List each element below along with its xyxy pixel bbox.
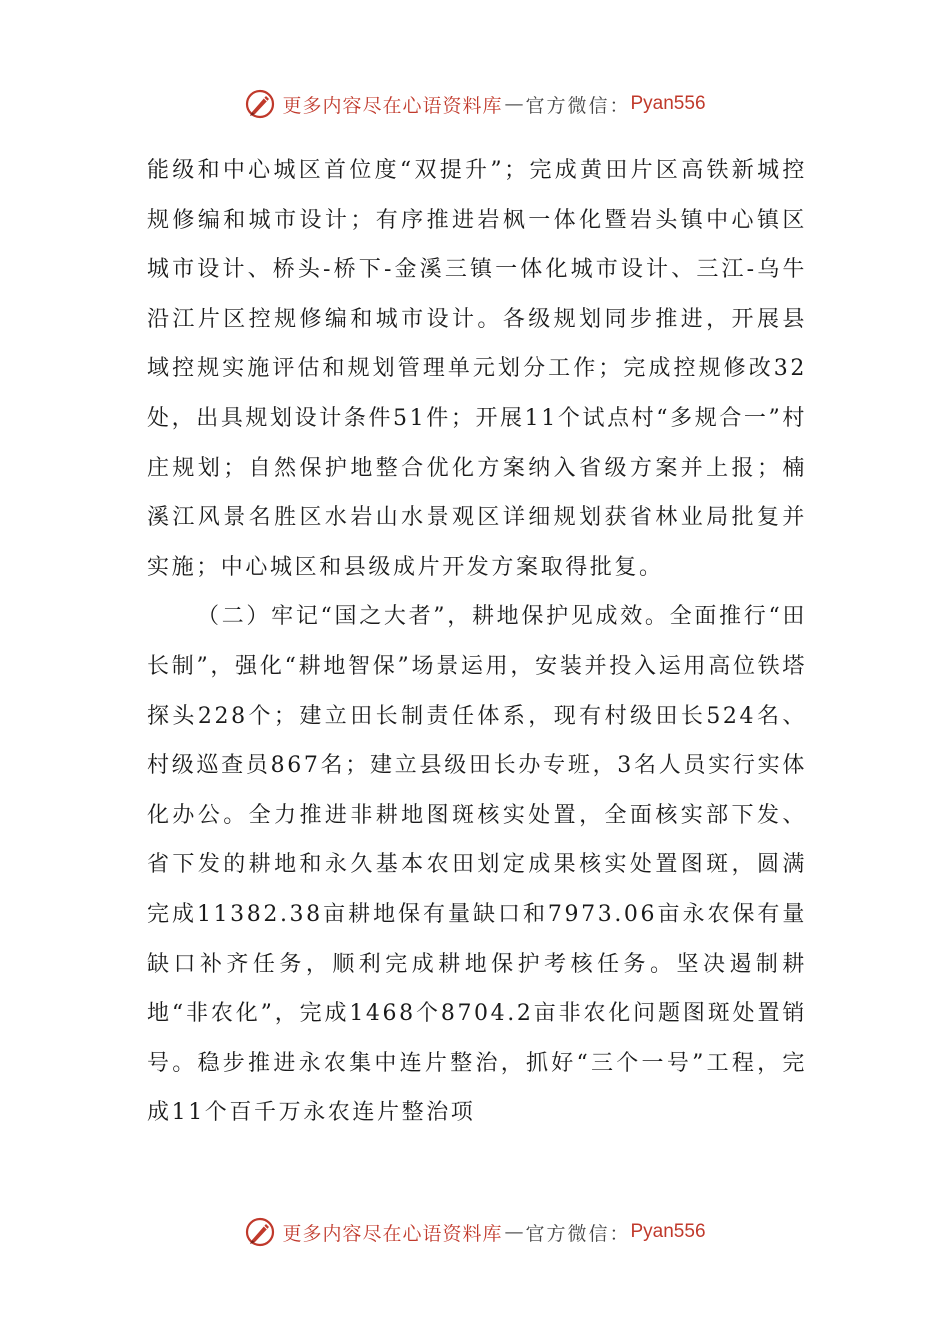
header-watermark-banner <box>0 84 950 124</box>
body-paragraph-2: （二）牢记“国之大者”，耕地保护见成效。全面推行“田长制”，强化“耕地智保”场景运用，安装并投入运用高位铁塔探头228个；建立田长制责任体系，现有村级田长524名、村级巡查员867名；建立县级田长办专班，3名人员实行实体化办公。全力推进非耕地图斑核实处置，全面核实部下发、省下发的耕地和永久基本农田划定成果核实处置图斑，圆满完成11382.38亩耕地保有量缺口和7973.06亩永农保有量缺口补齐任务，顺利完成耕地保护考核任务。坚决遏制耕地“非农化”，完成1468个8704.2亩非农化问题图斑处置销号。稳步推进永农集中连片整治，抓好“三个一号”工程，完成11个百千万永农连片整治项 <box>147 604 807 1126</box>
banner-wechat-id: Pyan556 <box>630 93 706 114</box>
banner-separator: — <box>504 1221 524 1243</box>
banner-slogan: 更多内容尽在心语资料库 <box>282 94 503 117</box>
quill-pen-logo-icon <box>244 1216 276 1248</box>
banner-separator: — <box>504 93 524 115</box>
quill-pen-logo-icon <box>244 88 276 120</box>
footer-watermark-banner <box>0 1212 950 1252</box>
banner-wechat-id: Pyan556 <box>630 1221 706 1242</box>
banner-contact-label: 官方微信： <box>525 1222 631 1245</box>
banner-slogan: 更多内容尽在心语资料库 <box>282 1222 503 1245</box>
banner-contact-label: 官方微信： <box>525 94 631 117</box>
document-body <box>147 146 807 1138</box>
body-paragraph-1: 能级和中心城区首位度“双提升”；完成黄田片区高铁新城控规修编和城市设计；有序推进岩枫一体化暨岩头镇中心镇区城市设计、桥头-桥下-金溪三镇一体化城市设计、三江-乌牛沿江片区控规修编和城市设计。各级规划同步推进，开展县域控规实施评估和规划管理单元划分工作；完成控规修改32处，出具规划设计条件51件；开展11个试点村“多规合一”村庄规划；自然保护地整合优化方案纳入省级方案并上报；楠溪江风景名胜区水岩山水景观区详细规划获省林业局批复并实施；中心城区和县级成片开发方案取得批复。 <box>147 158 807 580</box>
